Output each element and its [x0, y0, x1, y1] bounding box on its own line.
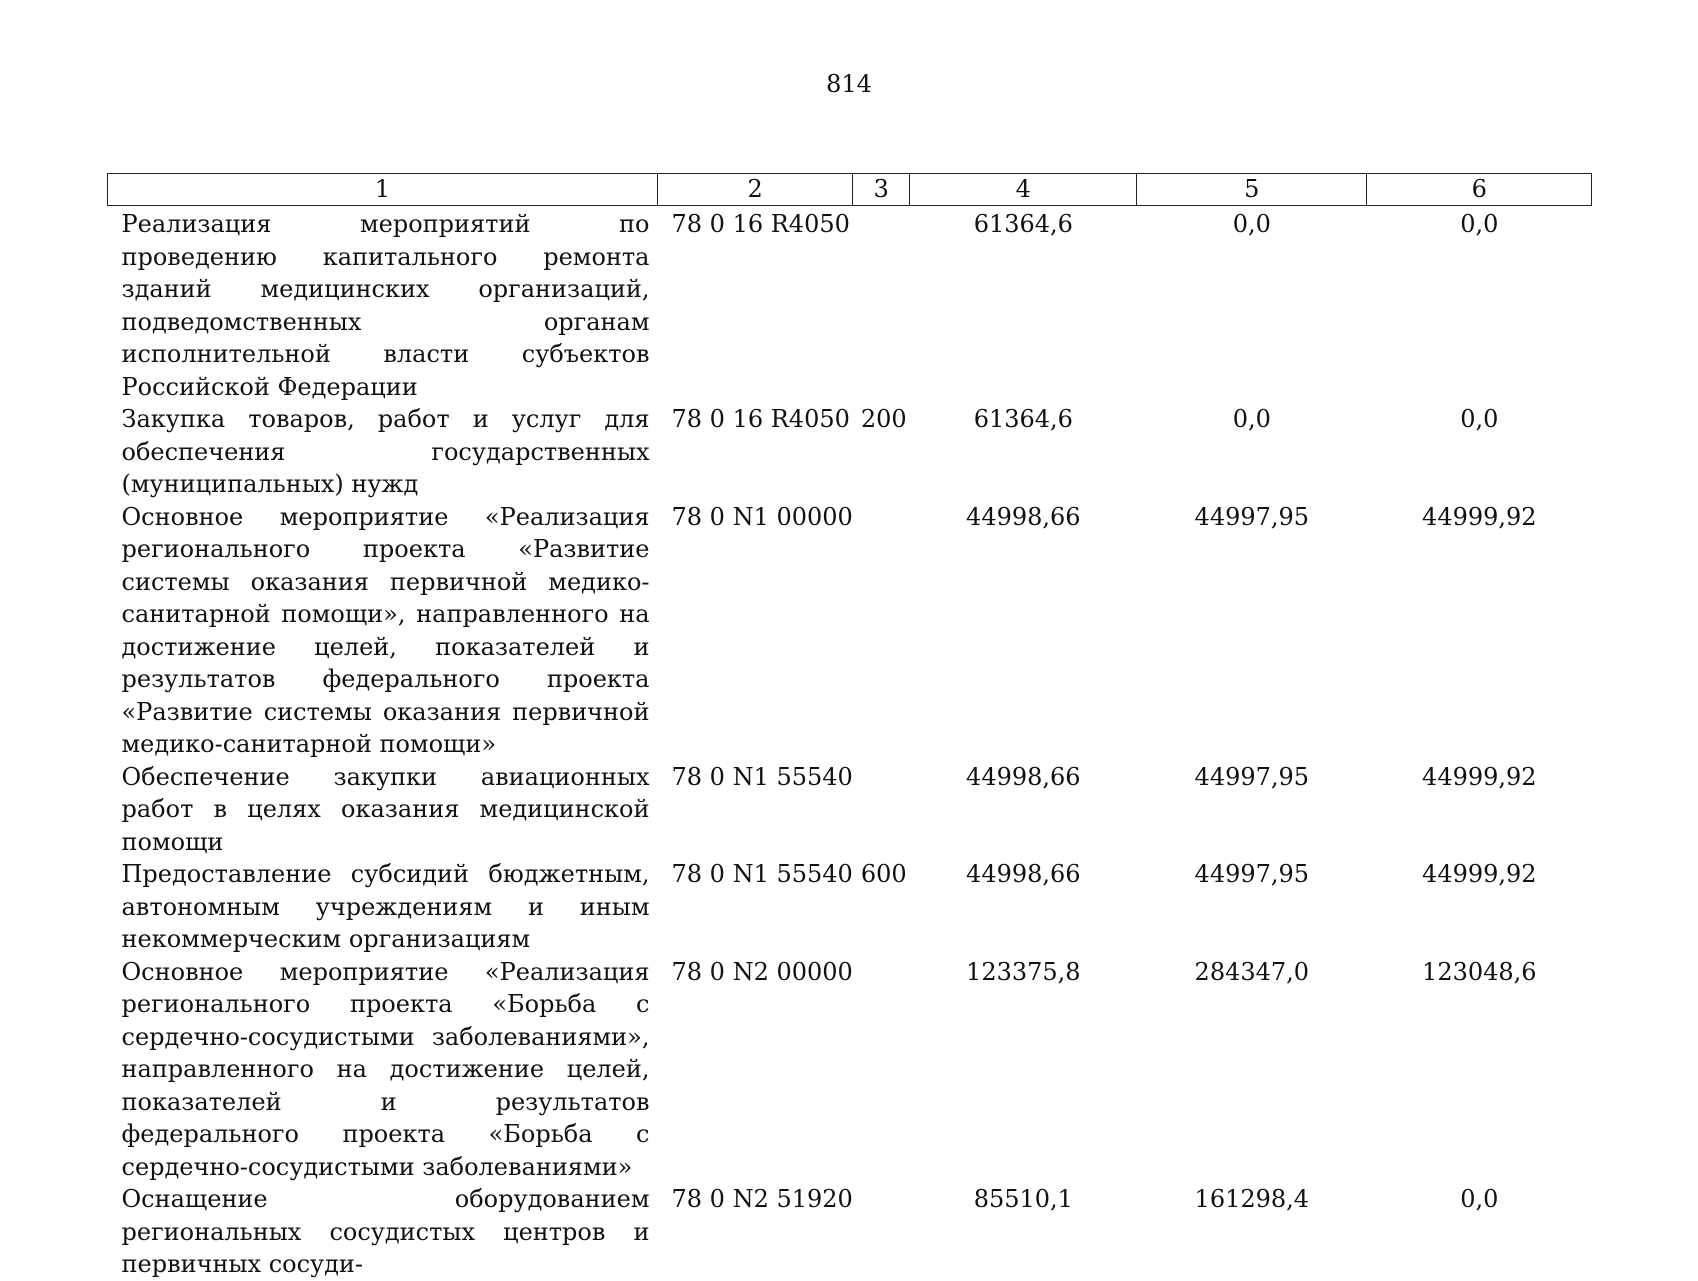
row-value-4: 85510,1: [973, 1185, 1073, 1213]
row-value-4: 61364,6: [973, 405, 1073, 433]
table-row: [108, 761, 1592, 859]
row-value-6: 0,0: [1460, 210, 1499, 238]
header-col-2: 2: [658, 174, 853, 206]
row-type: [853, 206, 910, 404]
row-value-5: 44997,95: [1194, 860, 1310, 888]
row-code: 78 0 16 R4050: [671, 405, 850, 433]
row-code: 78 0 N1 00000: [671, 502, 853, 531]
row-type: [853, 761, 910, 859]
table-header: [108, 174, 1592, 206]
row-type: 600: [860, 860, 907, 888]
row-name: Основное мероприятие «Реализация регионального проекта «Борьба с сердечно-сосудистыми заболеваниями», направленного на достижение целей, показателей и результатов федерального проекта «Борьба с сердечно-сосудистыми заболеваниями»: [121, 957, 650, 1181]
row-value-5: 0,0: [1232, 210, 1271, 238]
row-value-5: 284347,0: [1194, 957, 1310, 986]
table-row: [108, 858, 1592, 956]
header-col-3: 3: [853, 174, 910, 206]
table-row: [108, 206, 1592, 404]
table-row: [108, 956, 1592, 1184]
row-value-4: 44998,66: [966, 860, 1081, 888]
row-value-5: 161298,4: [1194, 1185, 1310, 1213]
row-type: [853, 956, 910, 1184]
row-type: 200: [860, 405, 907, 433]
row-name: Предоставление субсидий бюджетным, автономным учреждениям и иным некоммерческим организациям: [121, 860, 650, 953]
header-col-6: 6: [1367, 174, 1592, 206]
table-body: [108, 206, 1592, 1281]
header-row: [108, 174, 1592, 206]
row-value-4: 61364,6: [973, 210, 1073, 238]
row-type: [853, 1183, 910, 1281]
row-value-4: 44998,66: [966, 502, 1081, 531]
row-value-4: 44998,66: [966, 762, 1081, 791]
row-code: 78 0 N1 55540: [671, 860, 853, 888]
row-value-6: 123048,6: [1422, 957, 1537, 986]
row-value-5: 44997,95: [1194, 502, 1310, 531]
row-name: Основное мероприятие «Реализация регионального проекта «Развитие системы оказания первичной медико-санитарной помощи», направленного на достижение целей, показателей и результатов федерального проекта «Развитие системы оказания первичной медико-санитарной помощи»: [121, 502, 650, 758]
row-value-5: 0,0: [1232, 405, 1271, 433]
header-col-1: 1: [108, 174, 658, 206]
row-value-6: 44999,92: [1422, 762, 1537, 791]
row-value-6: 0,0: [1460, 1185, 1499, 1213]
row-value-6: 44999,92: [1422, 860, 1537, 888]
row-code: 78 0 16 R4050: [671, 210, 850, 238]
row-code: 78 0 N2 00000: [671, 957, 853, 986]
row-name: Обеспечение закупки авиационных работ в целях оказания медицинской помощи: [121, 762, 650, 856]
row-type: [853, 501, 910, 761]
row-value-4: 123375,8: [966, 957, 1081, 986]
header-col-5: 5: [1137, 174, 1367, 206]
table-row: [108, 1183, 1592, 1281]
row-name: Закупка товаров, работ и услуг для обеспечения государственных (муниципальных) нужд: [121, 405, 650, 498]
table-row: [108, 403, 1592, 501]
row-value-6: 0,0: [1460, 405, 1499, 433]
header-col-4: 4: [910, 174, 1137, 206]
row-value-5: 44997,95: [1194, 762, 1310, 791]
table-row: [108, 501, 1592, 761]
budget-table: [107, 173, 1592, 1281]
page-number: 814: [826, 70, 872, 98]
row-name: Оснащение оборудованием региональных сосудистых центров и первичных сосуди-: [121, 1185, 650, 1278]
row-value-6: 44999,92: [1422, 502, 1537, 531]
row-code: 78 0 N2 51920: [671, 1185, 853, 1213]
row-code: 78 0 N1 55540: [671, 762, 853, 791]
row-name: Реализация мероприятий по проведению капитального ремонта зданий медицинских организаций, подведомственных органам исполнительной власти субъектов Российской Федерации: [121, 210, 650, 401]
